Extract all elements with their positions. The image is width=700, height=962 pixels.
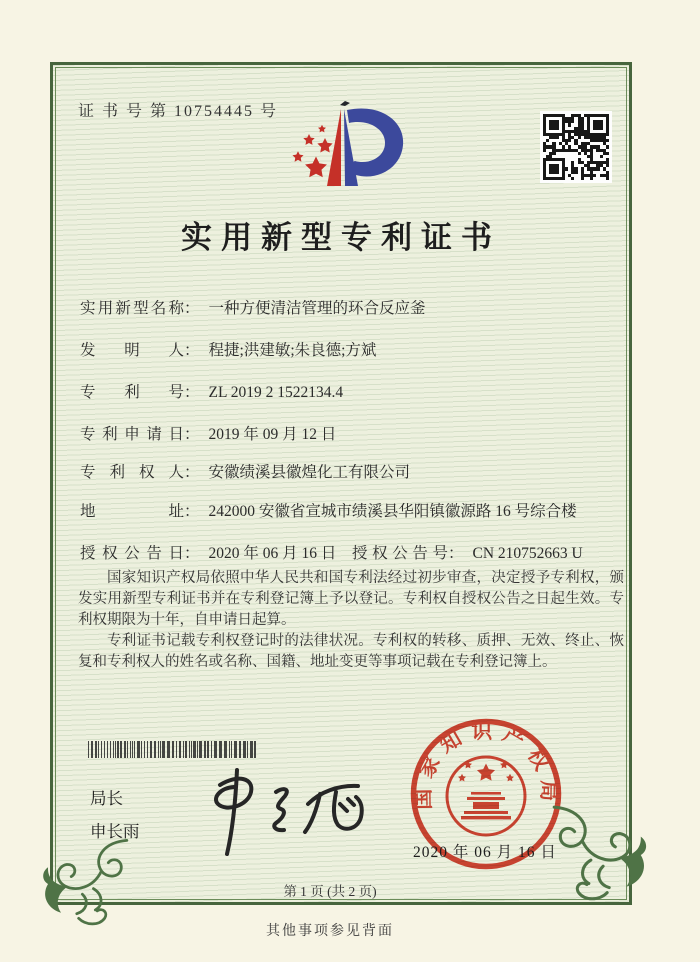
field-value: 一种方便清洁管理的环合反应釜 — [208, 300, 426, 317]
field-value: 安徽绩溪县徽煌化工有限公司 — [208, 464, 411, 481]
certificate-title: 实用新型专利证书 — [181, 220, 501, 255]
field-grant-number — [352, 541, 583, 563]
colon: ： — [184, 426, 200, 443]
signer-block — [90, 783, 140, 849]
back-side-note: 其他事项参见背面 — [266, 924, 394, 939]
field-value: 242000 安徽省宣城市绩溪县华阳镇徽源路 16 号综合楼 — [208, 503, 577, 520]
signer-title: 局长 — [90, 790, 123, 808]
field-value: CN 210752663 U — [472, 545, 583, 562]
legal-text — [78, 568, 624, 673]
field-value: ZL 2019 2 1522134.4 — [208, 384, 344, 401]
colon: ： — [184, 503, 200, 520]
colon: ： — [184, 545, 200, 562]
field-label: 地址 — [80, 503, 184, 520]
colon: ： — [184, 300, 200, 317]
field-inventors — [80, 338, 376, 360]
field-value: 2020 年 06 月 16 日 — [208, 545, 337, 562]
qr-code — [540, 111, 612, 183]
field-address — [80, 499, 577, 521]
colon: ： — [448, 545, 464, 562]
field-label: 专利权人 — [80, 464, 184, 481]
colon: ： — [184, 464, 200, 481]
field-value: 程捷;洪建敏;朱良德;方斌 — [208, 342, 377, 359]
signer-name: 申长雨 — [90, 823, 140, 841]
legal-paragraph-1: 国家知识产权局依照中华人民共和国专利法经过初步审查，决定授予专利权，颁发实用新型专利证书并在专利登记簿上予以登记。专利权自授权公告之日起生效。专利权期限为十年，自申请日起算。 — [78, 570, 624, 628]
legal-paragraph-2: 专利证书记载专利权登记时的法律状况。专利权的转移、质押、无效、终止、恢复和专利权人的姓名或名称、国籍、地址变更等事项记载在专利登记簿上。 — [78, 633, 624, 670]
colon: ： — [184, 342, 200, 359]
colon: ： — [184, 384, 200, 401]
cnipa-logo-icon — [264, 100, 420, 198]
field-filing-date — [80, 422, 336, 444]
field-grant-date — [80, 541, 336, 563]
seal-text: 国家知识产权局 — [410, 719, 562, 810]
field-label: 授权公告日 — [80, 545, 184, 562]
seal-date: 2020 年 06 月 16 日 — [413, 844, 557, 861]
field-patentee — [80, 460, 410, 482]
field-patent-number — [80, 380, 343, 402]
field-value: 2019 年 09 月 12 日 — [208, 426, 337, 443]
certificate-number: 证 书 号 第 10754445 号 — [78, 103, 279, 120]
field-label: 发明人 — [80, 342, 184, 359]
field-utility-model-name — [80, 296, 426, 318]
field-label: 专利号 — [80, 384, 184, 401]
field-label: 授权公告号 — [352, 545, 448, 562]
handwritten-signature — [180, 752, 390, 862]
field-label: 专利申请日 — [80, 426, 184, 443]
page-number: 第 1 页 (共 2 页) — [283, 884, 377, 899]
field-label: 实用新型名称 — [80, 300, 184, 317]
